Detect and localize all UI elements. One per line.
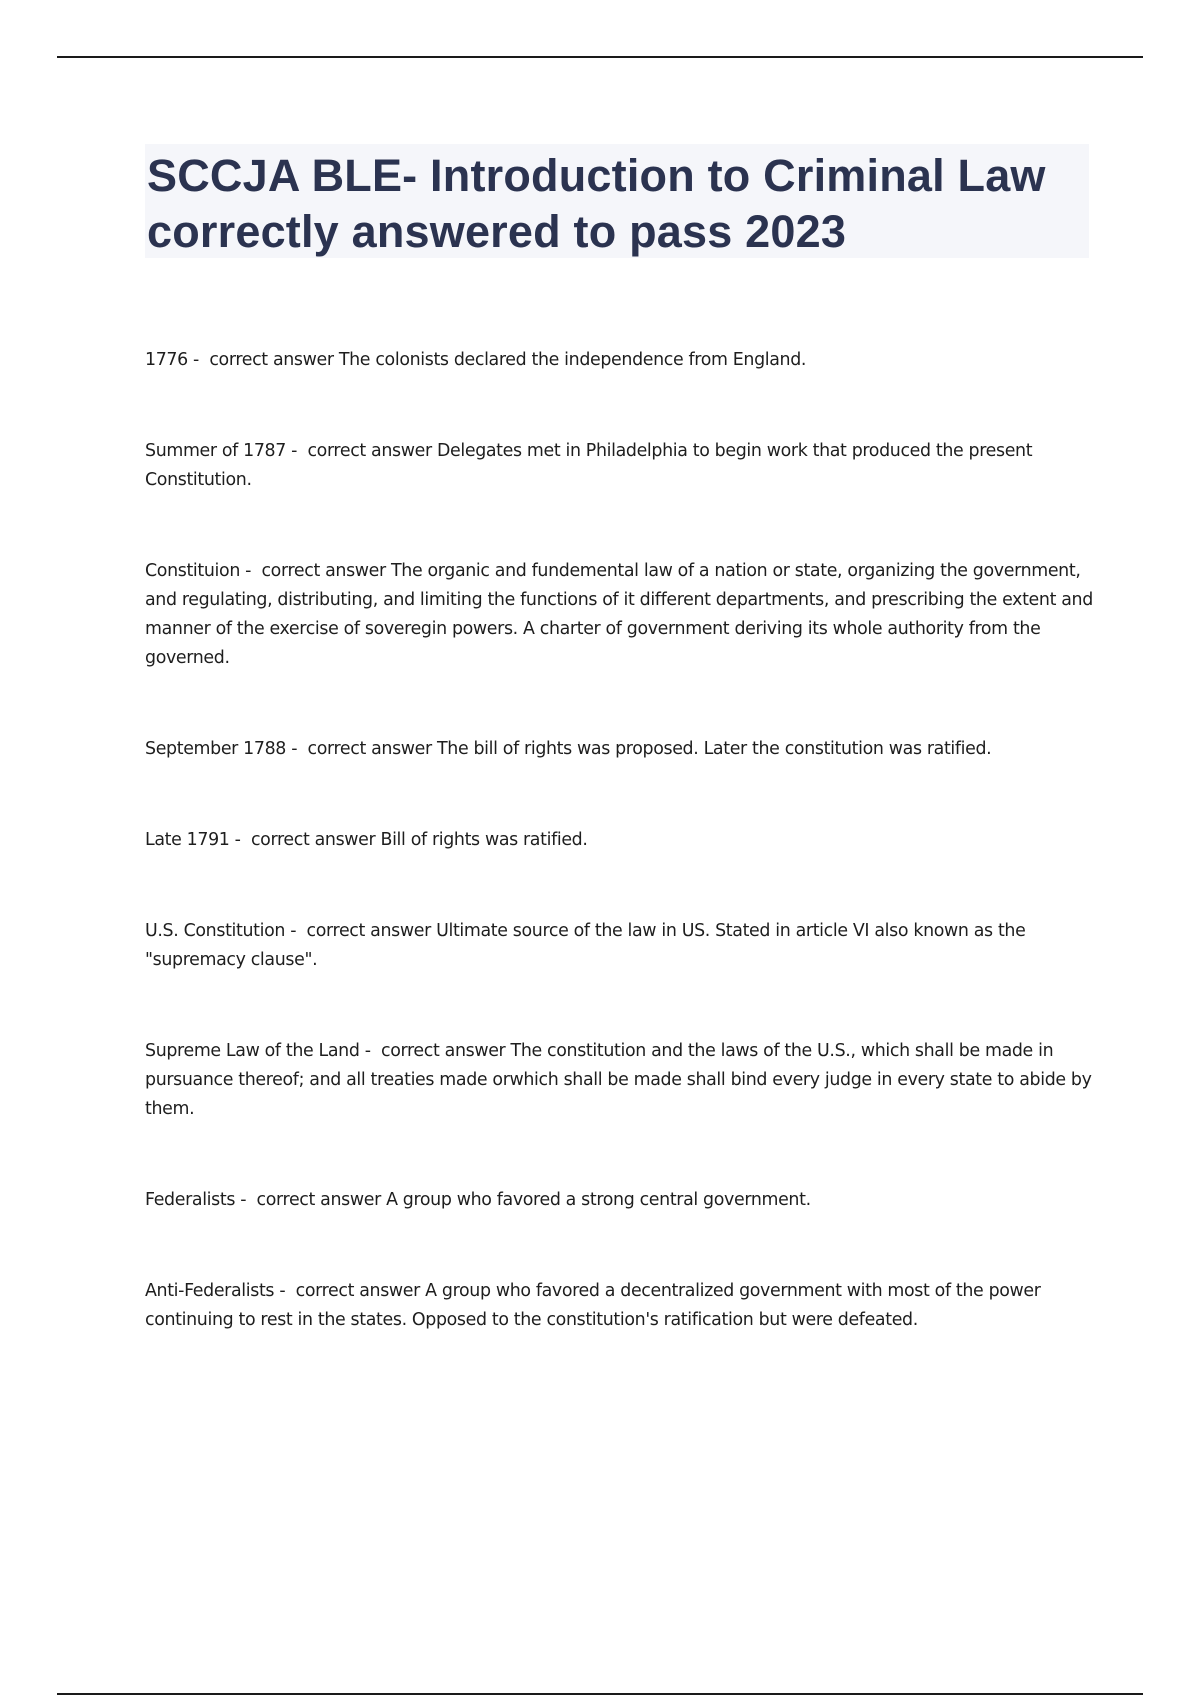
- entry-term: Constituion: [145, 561, 240, 581]
- entry-separator: -: [285, 921, 307, 941]
- entry-term: Federalists: [145, 1190, 236, 1210]
- qa-entry: [145, 437, 1095, 495]
- qa-entry: [145, 826, 1095, 855]
- entry-answer-label: correct answer: [261, 561, 386, 581]
- qa-entry: [145, 735, 1095, 764]
- entry-answer: Ultimate source of the law in US. Stated in article VI also known as the "supremacy clause".: [145, 921, 1026, 970]
- entry-answer-label: correct answer: [307, 739, 432, 759]
- entry-answer: Delegates met in Philadelphia to begin work that produced the present Constitution.: [145, 441, 1033, 490]
- qa-entry: [145, 1186, 1095, 1215]
- qa-list: [145, 346, 1095, 1397]
- document-title: SCCJA BLE- Introduction to Criminal Law correctly answered to pass 2023: [147, 150, 1046, 257]
- entry-separator: -: [229, 830, 251, 850]
- entry-separator: -: [359, 1041, 382, 1061]
- entry-answer: The constitution and the laws of the U.S., which shall be made in pursuance thereof; and all treaties made orwhich shall be made shall bind every judge in every state to abide by them.: [145, 1041, 1092, 1119]
- entry-term: Late 1791: [145, 830, 230, 850]
- entry-answer: The organic and fundemental law of a nation or state, organizing the government, and regulating, distributing, and limiting the functions of it different departments, and prescribing the extent and manner of the exercise of soveregin powers. A charter of government deriving its whole authority from the governed.: [145, 561, 1093, 668]
- header-rule: [57, 56, 1143, 58]
- entry-answer-label: correct answer: [381, 1041, 506, 1061]
- entry-separator: -: [285, 441, 308, 461]
- title-banner: [145, 144, 1089, 258]
- entry-separator: -: [286, 739, 308, 759]
- entry-term: 1776: [145, 350, 188, 370]
- entry-answer-label: correct answer: [306, 921, 431, 941]
- entry-term: Supreme Law of the Land: [145, 1041, 360, 1061]
- entry-separator: -: [240, 561, 262, 581]
- entry-answer: The colonists declared the independence from England.: [338, 350, 807, 370]
- qa-entry: [145, 557, 1095, 673]
- qa-entry: [145, 917, 1095, 975]
- entry-term: Anti-Federalists: [145, 1281, 275, 1301]
- entry-separator: -: [187, 350, 210, 370]
- entry-answer-label: correct answer: [209, 350, 334, 370]
- entry-answer: The bill of rights was proposed. Later the constitution was ratified.: [437, 739, 992, 759]
- entry-separator: -: [235, 1190, 257, 1210]
- entry-term: September 1788: [145, 739, 287, 759]
- entry-answer: A group who favored a decentralized government with most of the power continuing to rest in the states. Opposed to the constitution's ratification but were defeated.: [145, 1281, 1041, 1330]
- entry-answer-label: correct answer: [250, 830, 376, 850]
- footer-rule: [57, 1693, 1143, 1695]
- entry-answer: A group who favored a strong central government.: [386, 1190, 811, 1210]
- entry-answer-label: correct answer: [295, 1281, 420, 1301]
- qa-entry: [145, 1277, 1095, 1335]
- qa-entry: [145, 1037, 1095, 1124]
- entry-separator: -: [274, 1281, 296, 1301]
- qa-entry: [145, 346, 1095, 375]
- entry-term: U.S. Constitution: [145, 921, 286, 941]
- entry-term: Summer of 1787: [145, 441, 286, 461]
- entry-answer: Bill of rights was ratified.: [380, 830, 588, 850]
- entry-answer-label: correct answer: [307, 441, 432, 461]
- entry-answer-label: correct answer: [256, 1190, 381, 1210]
